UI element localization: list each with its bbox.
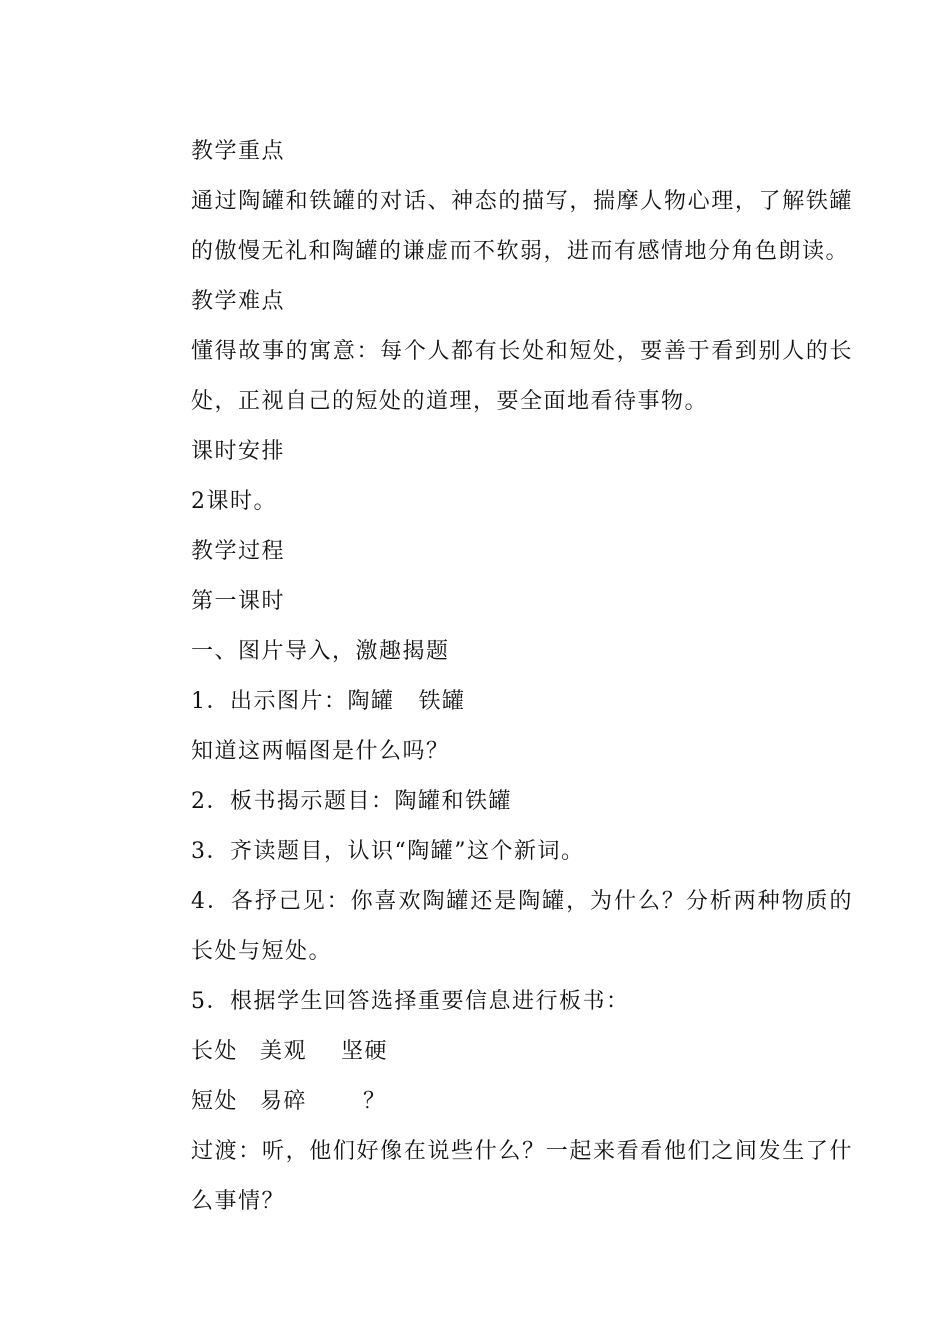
step-5: 5．根据学生回答选择重要信息进行板书： (191, 989, 630, 1014)
section-one-title: 一、图片导入，激趣揭题 (191, 639, 450, 664)
step-1 (145, 677, 853, 727)
step-1-suffix: 铁罐 (418, 689, 466, 714)
board-weaknesses-item-2: ？ (363, 1089, 387, 1114)
step-4: 4．各抒己见：你喜欢陶罐还是陶罐，为什么？分析两种物质的长处与短处。 (191, 889, 853, 964)
schedule-text: 2课时。 (191, 489, 277, 514)
step-3: 3．齐读题目，认识“陶罐”这个新词。 (191, 839, 585, 864)
board-row-weaknesses (145, 1077, 853, 1127)
board-strengths-item-2: 坚硬 (341, 1039, 389, 1064)
board-row-strengths (145, 1027, 853, 1077)
board-weaknesses-item-1: 易碎 (260, 1089, 308, 1114)
board-strengths-item-1: 美观 (260, 1039, 308, 1064)
focus-paragraph: 通过陶罐和铁罐的对话、神态的描写，揣摩人物心理，了解铁罐的傲慢无礼和陶罐的谦虚而不软弱，进而有感情地分角色朗读。 (191, 189, 853, 264)
step-2: 2．板书揭示题目：陶罐和铁罐 (191, 789, 512, 814)
heading-teaching-difficulty: 教学难点 (191, 289, 286, 314)
step-1-question: 知道这两幅图是什么吗？ (191, 739, 450, 764)
board-strengths-label: 长处 (191, 1039, 239, 1064)
heading-lesson-schedule: 课时安排 (191, 439, 286, 464)
heading-teaching-process: 教学过程 (191, 539, 286, 564)
step-1-prefix: 1．出示图片：陶罐 (191, 689, 395, 714)
lesson-one-title: 第一课时 (191, 589, 286, 614)
heading-teaching-focus: 教学重点 (191, 139, 286, 164)
board-weaknesses-label: 短处 (191, 1089, 239, 1114)
transition-paragraph: 过渡：听，他们好像在说些什么？一起来看看他们之间发生了什么事情？ (191, 1139, 853, 1214)
difficulty-paragraph: 懂得故事的寓意：每个人都有长处和短处，要善于看到别人的长处，正视自己的短处的道理，要全面地看待事物。 (191, 339, 853, 414)
